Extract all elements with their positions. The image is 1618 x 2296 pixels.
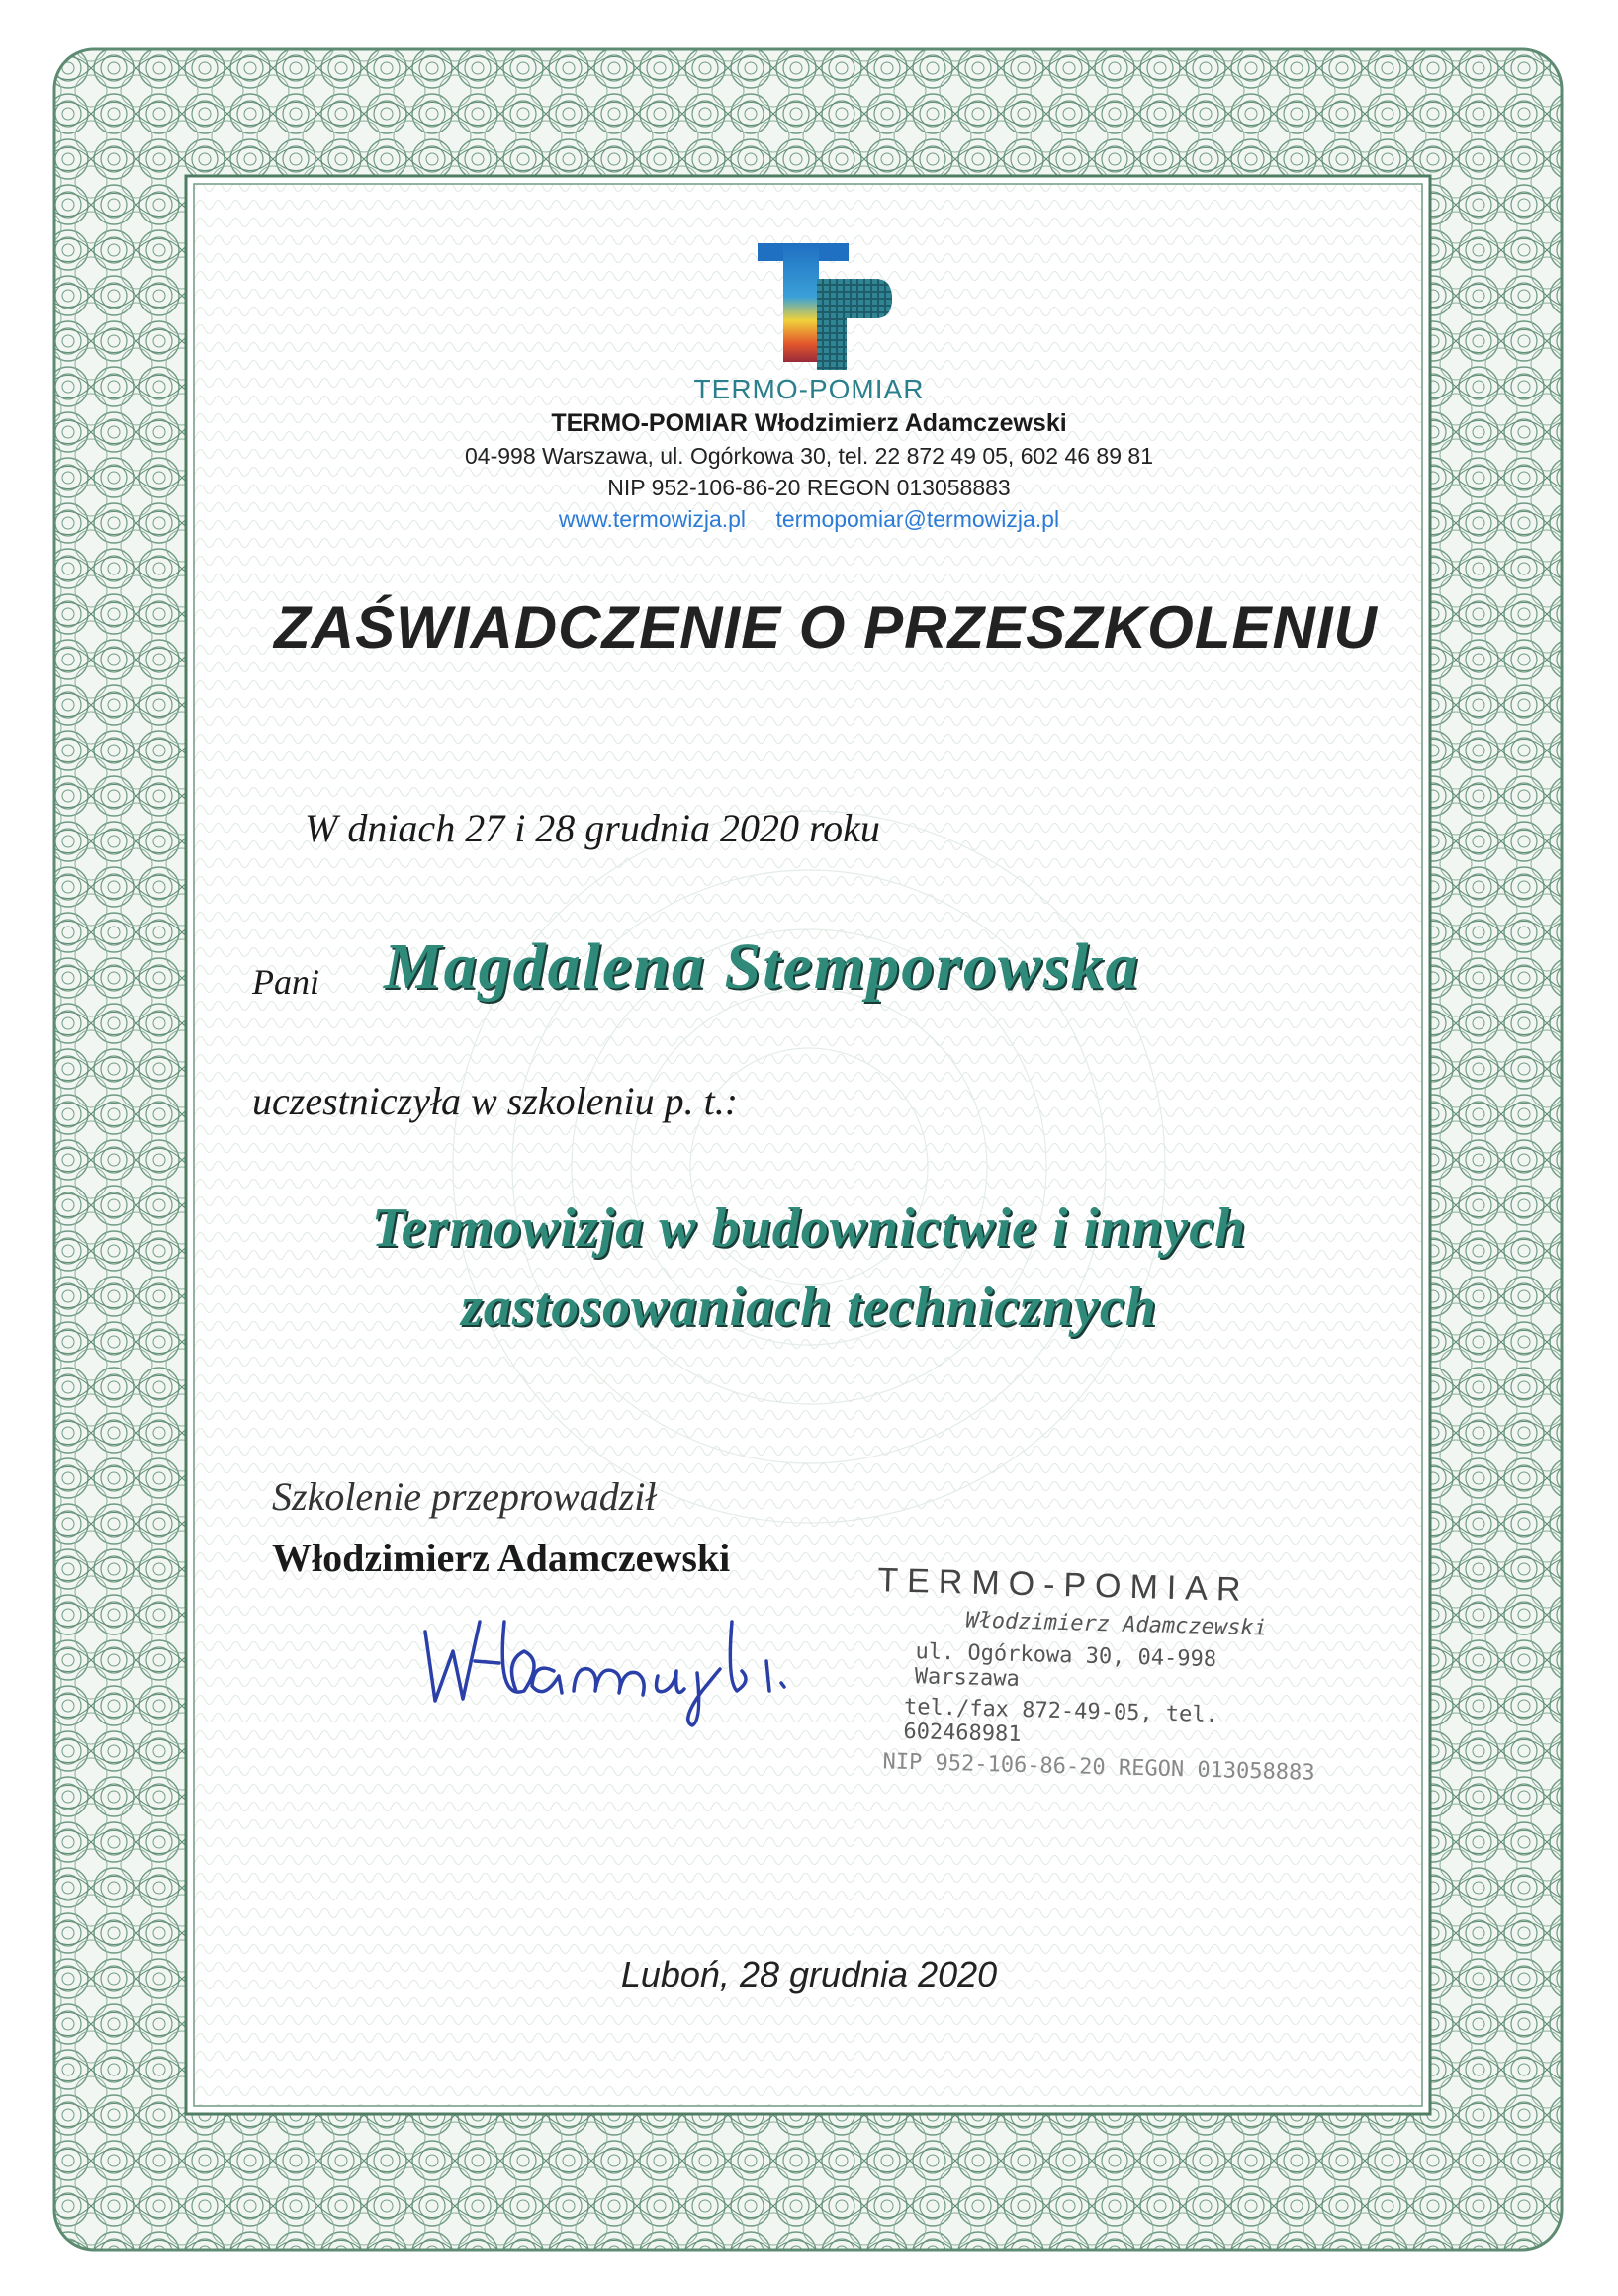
place-and-date: Luboń, 28 grudnia 2020 <box>620 1954 998 1994</box>
stamp-line: ul. Ogórkowa 30, 04-998 Warszawa <box>914 1639 1217 1692</box>
stamp-line: Włodzimierz Adamczewski <box>965 1608 1268 1641</box>
termo-pomiar-logo <box>754 243 902 372</box>
company-contacts <box>0 506 1618 533</box>
website-link[interactable]: www.termowizja.pl <box>558 506 747 532</box>
handwritten-signature <box>405 1592 841 1730</box>
salutation: Pani <box>252 962 319 1002</box>
trainer-name: Włodzimierz Adamczewski <box>272 1536 731 1580</box>
stamp-line: tel./fax 872-49-05, tel. 602468981 <box>903 1694 1219 1747</box>
stamp-line: NIP 952-106-86-20 REGON 013058883 <box>882 1749 1315 1786</box>
company-ids: NIP 952-106-86-20 REGON 013058883 <box>607 475 1011 500</box>
training-dates: W dniach 27 i 28 grudnia 2020 roku <box>305 806 880 850</box>
trainer-label: Szkolenie przeprowadził <box>272 1474 657 1519</box>
course-title-line-2: zastosowaniach technicznych <box>461 1277 1157 1338</box>
email-link[interactable]: termopomiar@termowizja.pl <box>775 506 1060 532</box>
participation-statement: uczestniczyła w szkoleniu p. t.: <box>252 1079 739 1123</box>
company-stamp <box>872 1561 1322 1786</box>
company-address: 04-998 Warszawa, ul. Ogórkowa 30, tel. 22 872 49 05, 602 46 89 81 <box>465 443 1153 469</box>
logo-wordmark: TERMO-POMIAR <box>693 374 925 404</box>
stamp-line: TERMO-POMIAR <box>876 1561 1250 1609</box>
certificate-title: ZAŚWIADCZENIE O PRZESZKOLENIU <box>274 594 1378 661</box>
course-title-line-1: Termowizja w budownictwie i innych <box>371 1197 1247 1259</box>
participant-name: Magdalena Stemporowska <box>384 930 1140 1003</box>
company-name: TERMO-POMIAR Włodzimierz Adamczewski <box>551 409 1067 437</box>
